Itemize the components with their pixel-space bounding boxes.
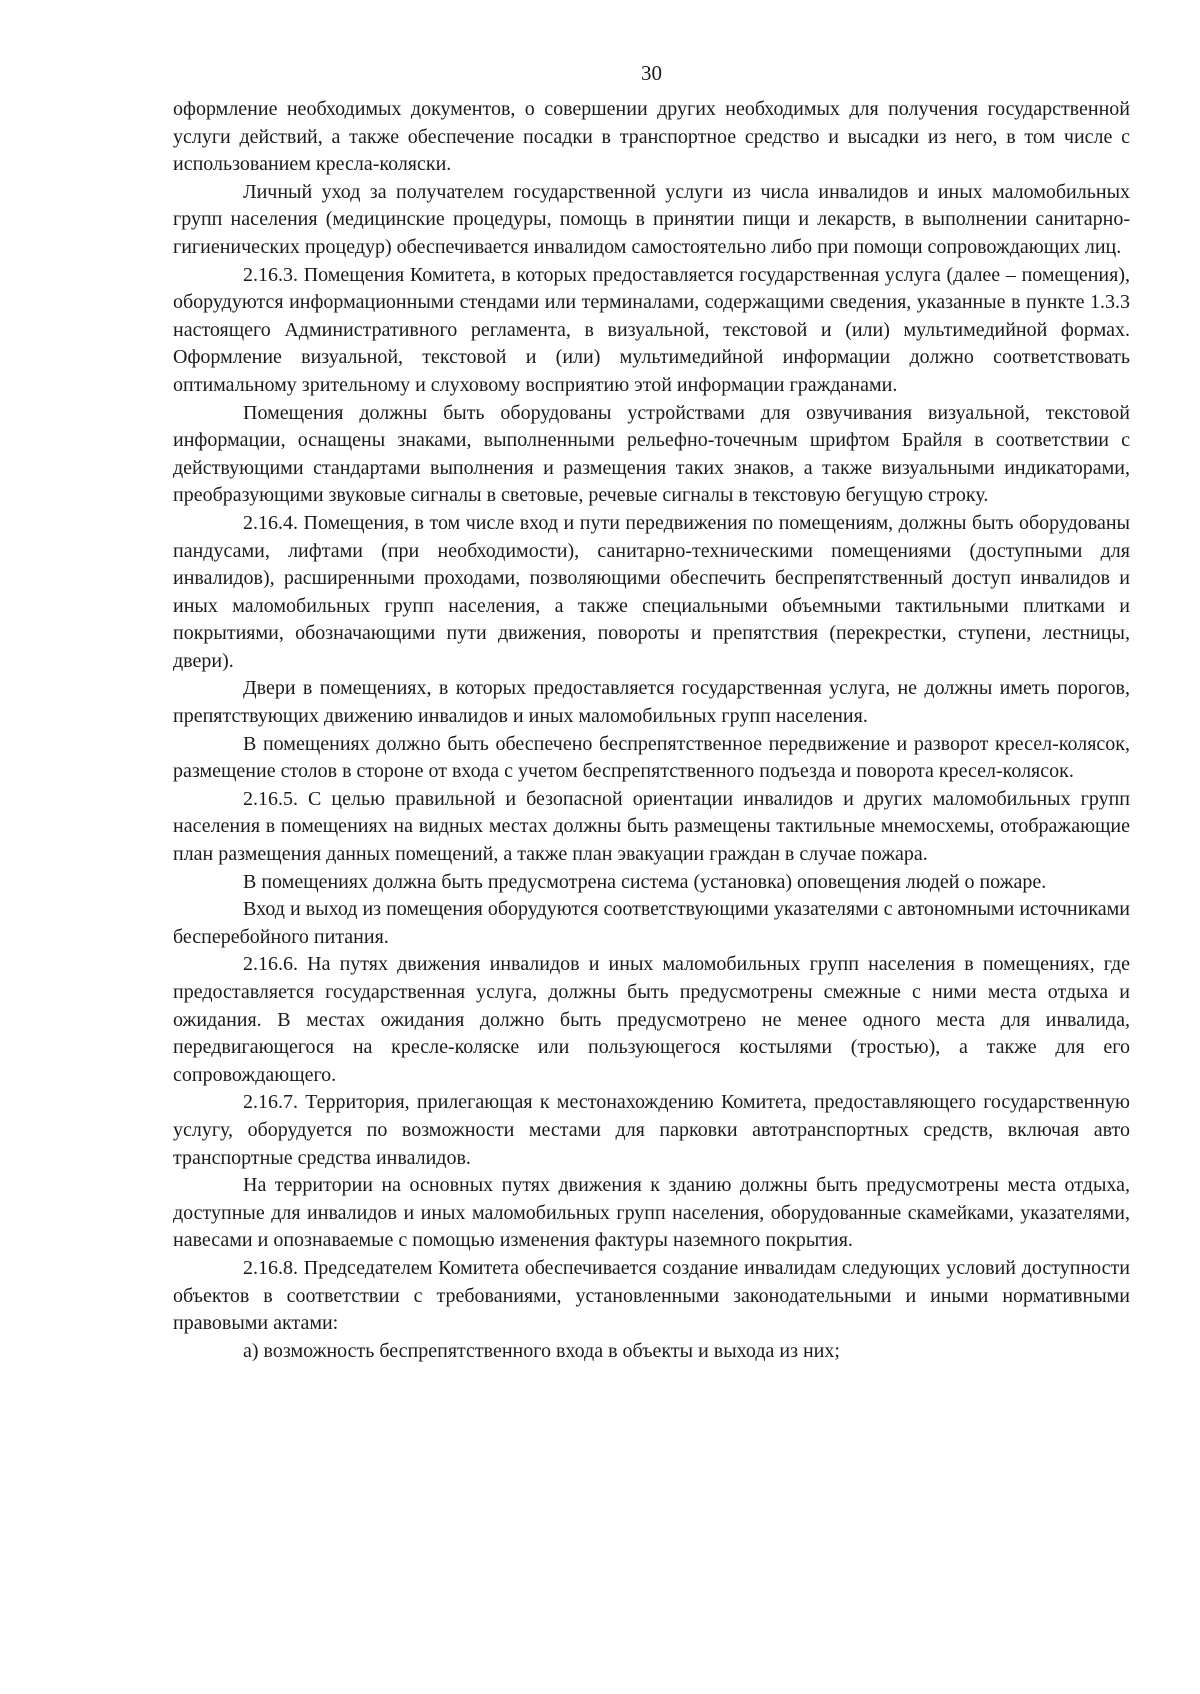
paragraph-2-16-3: 2.16.3. Помещения Комитета, в которых предоставляется государственная услуга (далее – помещения), оборудуются информационными стендами или терминалами, содержащими сведения, указанные в пункте 1.3.3 настоящего Административного регламента, в визуальной, текстовой и (или) мультимедийной формах. Оформление визуальной, текстовой и (или) мультимедийной информации должно соответствовать оптимальному зрительному и слуховому восприятию этой информации гражданами. bbox=[173, 263, 1130, 396]
paragraph-2-16-5: 2.16.5. С целью правильной и безопасной ориентации инвалидов и других маломобильных групп населения в помещениях на видных местах должны быть размещены тактильные мнемосхемы, отображающие план размещения данных помещений, а также план эвакуации граждан в случае пожара. bbox=[173, 787, 1130, 866]
page-number: 30 bbox=[641, 61, 662, 85]
paragraph-2-16-8: 2.16.8. Председателем Комитета обеспечивается создание инвалидам следующих условий доступности объектов в соответствии с требованиями, установленными законодательными и иными нормативными правовыми актами: bbox=[173, 1256, 1130, 1335]
paragraph-entrance-exit: Вход и выход из помещения оборудуются соответствующими указателями с автономными источниками бесперебойного питания. bbox=[173, 898, 1130, 948]
paragraph-territory: На территории на основных путях движения к зданию должны быть предусмотрены места отдыха, доступные для инвалидов и иных маломобильных групп населения, оборудованные скамейками, указателями, навесами и опознаваемые с помощью изменения фактуры наземного покрытия. bbox=[173, 1174, 1130, 1252]
paragraph-fire-alarm: В помещениях должна быть предусмотрена система (установка) оповещения людей о пожаре. bbox=[243, 870, 1047, 893]
paragraph-sound-equipment: Помещения должны быть оборудованы устройствами для озвучивания визуальной, текстовой информации, оснащены знаками, выполненными рельефно-точечным шрифтом Брайля в соответствии с действующими стандартами выполнения и размещения таких знаков, а также визуальными индикаторами, преобразующими звуковые сигналы в световые, речевые сигналы в текстовую бегущую строку. bbox=[173, 401, 1130, 507]
paragraph-personal-care: Личный уход за получателем государственной услуги из числа инвалидов и иных маломобильных групп населения (медицинские процедуры, помощь в принятии пищи и лекарств, в выполнении санитарно-гигиенических процедур) обеспечивается инвалидом самостоятельно либо при помощи сопровождающих лиц. bbox=[173, 180, 1130, 258]
document-body bbox=[173, 96, 1130, 1365]
paragraph-doors: Двери в помещениях, в которых предоставляется государственная услуга, не должны иметь порогов, препятствующих движению инвалидов и иных маломобильных групп населения. bbox=[173, 677, 1130, 728]
paragraph-continuation: оформление необходимых документов, о совершении других необходимых для получения государственной услуги действий, а также обеспечение посадки в транспортное средство и высадки из него, в том числе с использованием кресла-коляски. bbox=[173, 98, 1130, 176]
paragraph-2-16-6: 2.16.6. На путях движения инвалидов и иных маломобильных групп населения в помещениях, где предоставляется государственная услуга, должны быть предусмотрены смежные с ними места отдыха и ожидания. В местах ожидания должно быть предусмотрено не менее одного места для инвалида, передвигающегося на кресле-коляске или пользующегося костылями (тростью), а также для его сопровождающего. bbox=[173, 953, 1130, 1086]
paragraph-2-16-4: 2.16.4. Помещения, в том числе вход и пути передвижения по помещениям, должны быть оборудованы пандусами, лифтами (при необходимости), санитарно-техническими помещениями (доступными для инвалидов), расширенными проходами, позволяющими обеспечить беспрепятственный доступ инвалидов и иных маломобильных групп населения, а также специальными объемными тактильными плитками и покрытиями, обозначающими пути движения, повороты и препятствия (перекрестки, ступени, лестницы, двери). bbox=[173, 511, 1130, 672]
list-item-a: а) возможность беспрепятственного входа в объекты и выхода из них; bbox=[243, 1339, 840, 1362]
paragraph-wheelchair-movement: В помещениях должно быть обеспечено беспрепятственное передвижение и разворот кресел-колясок, размещение столов в стороне от входа с учетом беспрепятственного подъезда и поворота кресел-колясок. bbox=[173, 732, 1130, 783]
paragraph-2-16-7: 2.16.7. Территория, прилегающая к местонахождению Комитета, предоставляющего государственную услугу, оборудуется по возможности местами для парковки автотранспортных средств, включая авто транспортные средства инвалидов. bbox=[173, 1091, 1130, 1169]
